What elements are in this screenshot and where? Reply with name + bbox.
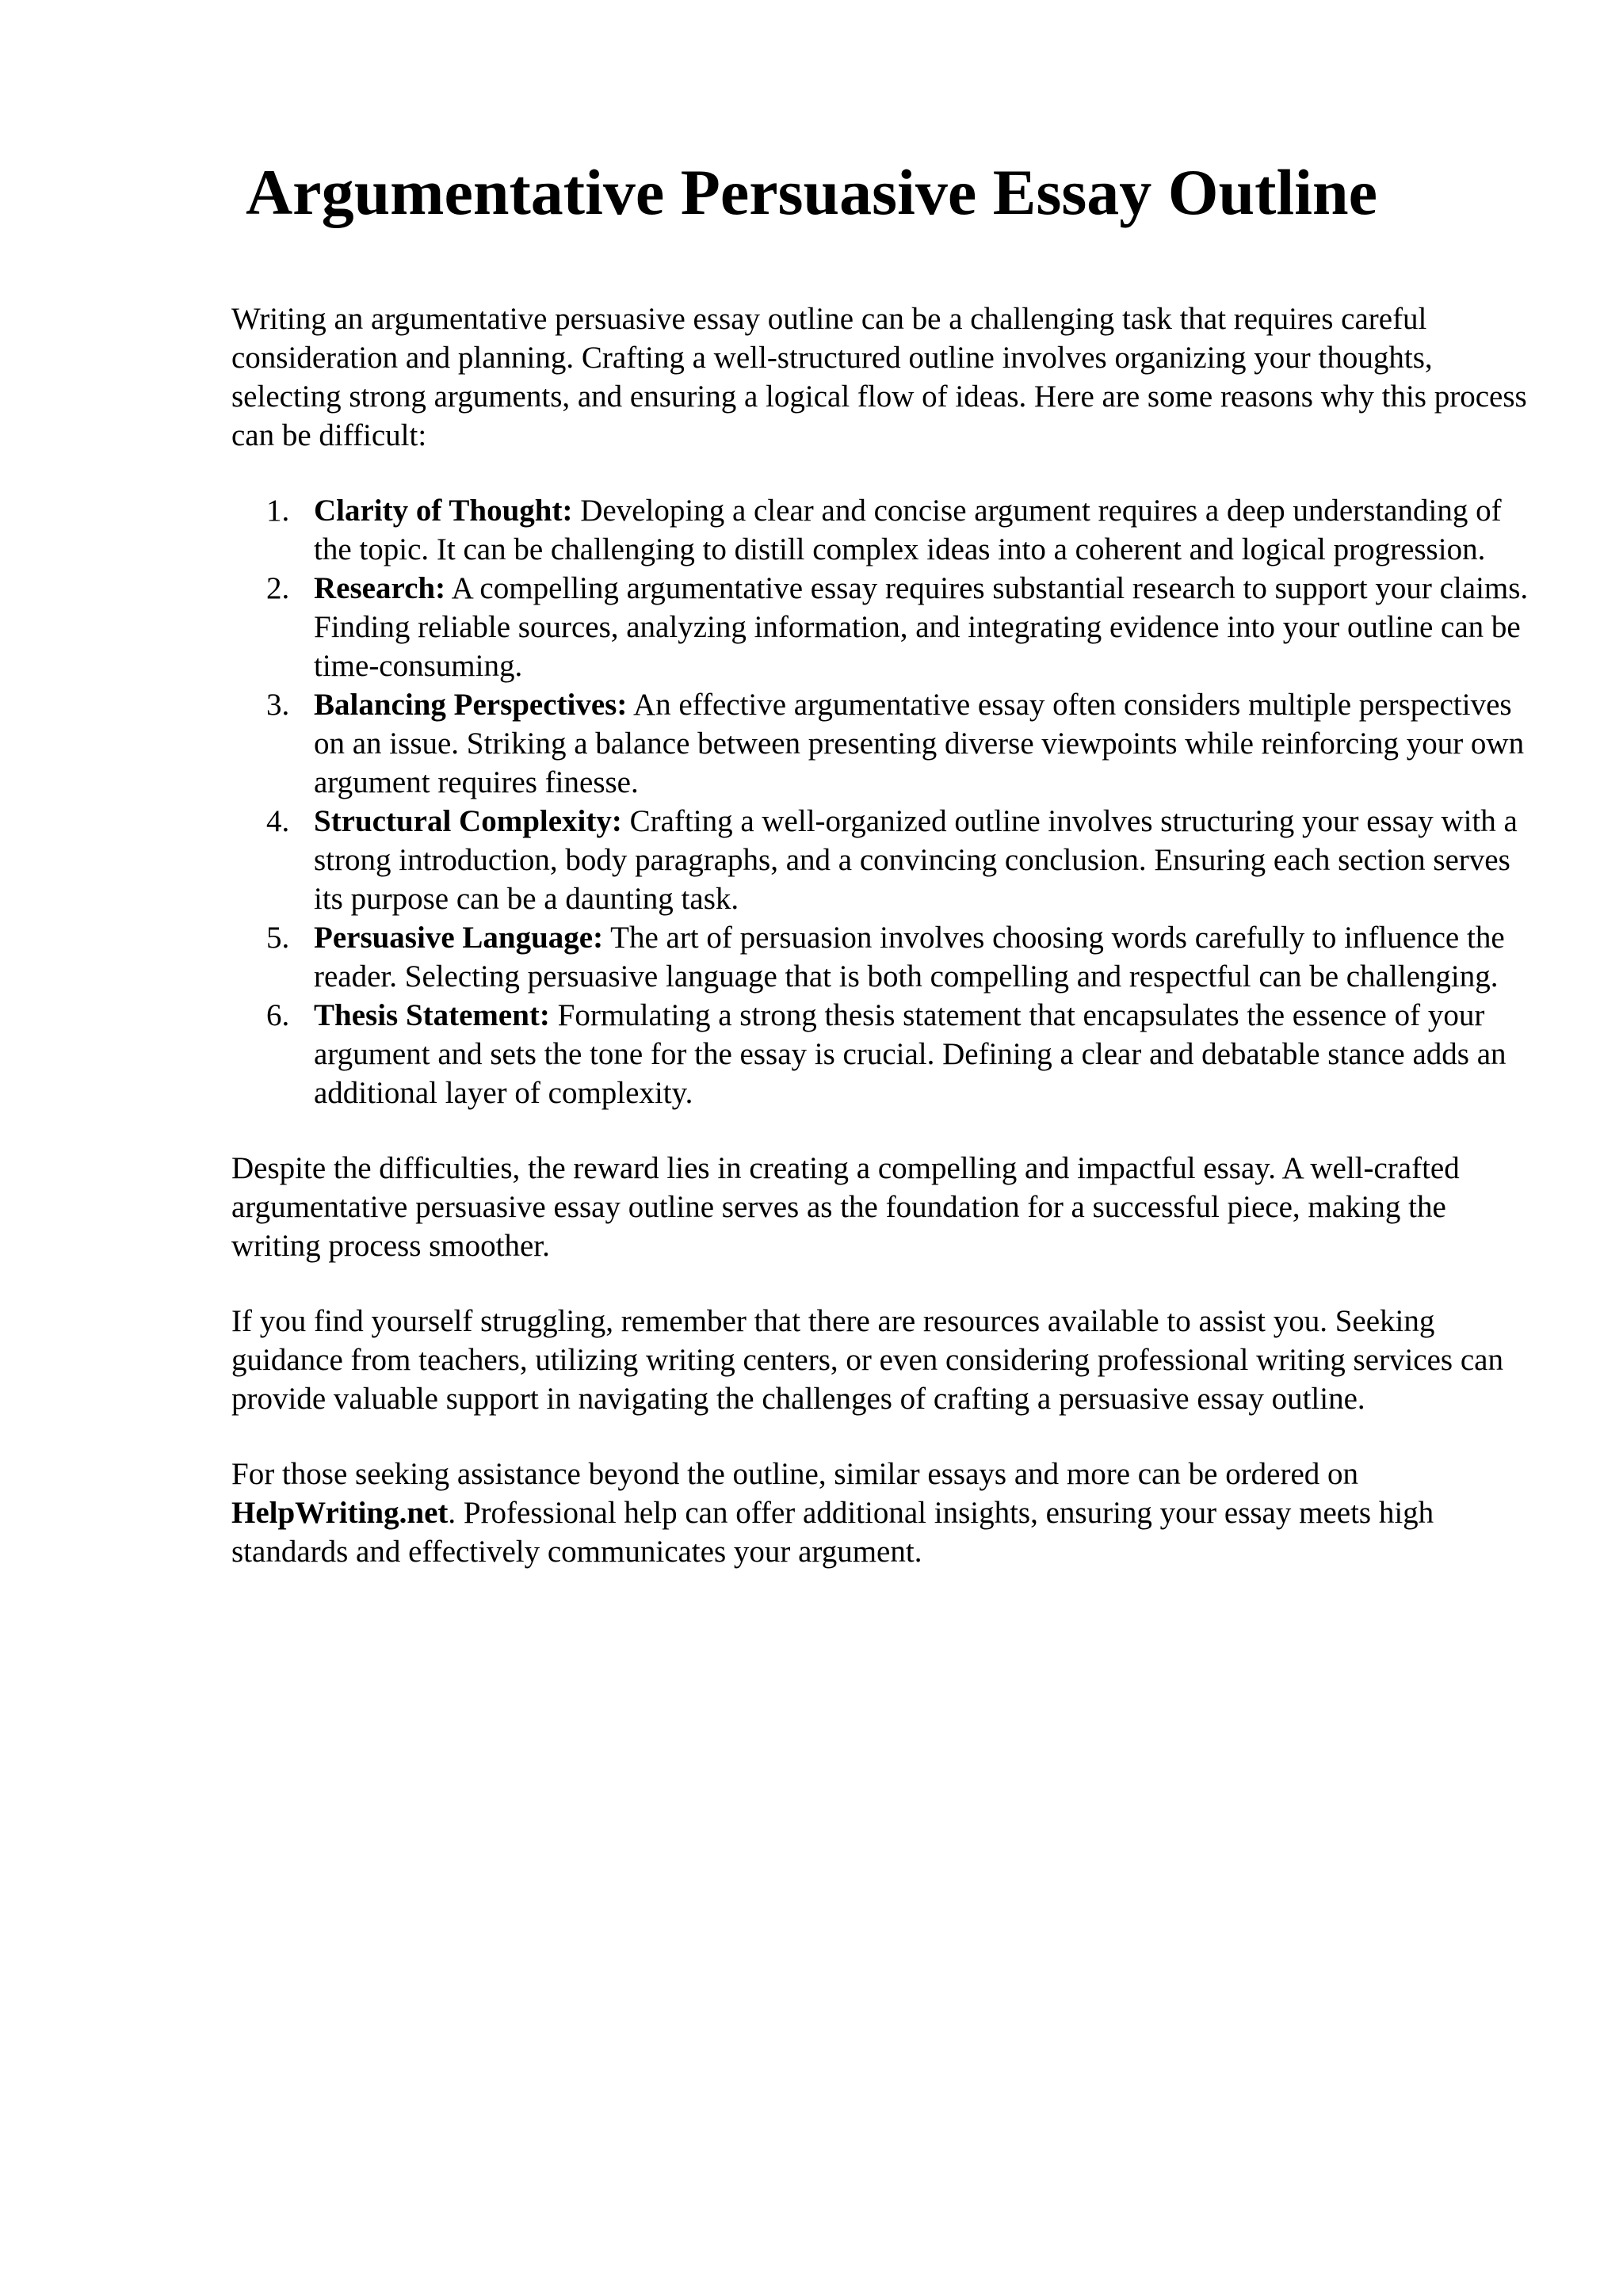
intro-paragraph: Writing an argumentative persuasive essay outline can be a challenging task that requires careful consideration and planning. Crafting a well-structured outline involves organizing your thoughts, selecting strong arguments, and ensuring a logical flow of ideas. Here are some reasons why this process can be difficult: [231, 302, 1527, 452]
list-item-term: Clarity of Thought: [314, 494, 573, 528]
list-item [231, 685, 1531, 802]
closing-text-before: For those seeking assistance beyond the outline, similar essays and more can be ordered on [231, 1457, 1359, 1491]
list-item-text: Crafting a well-organized outline involves structuring your essay with a strong introduction, body paragraphs, and a convincing conclusion. Ensuring each section serves its purpose can be a daunting task. [314, 804, 1518, 916]
brand-name: HelpWriting.net [231, 1496, 449, 1530]
list-item-term: Thesis Statement: [314, 998, 550, 1032]
list-item [231, 918, 1531, 996]
reward-paragraph: Despite the difficulties, the reward lies in creating a compelling and impactful essay. A well-crafted argumentative persuasive essay outline serves as the foundation for a successful piece, making the writing process smoother. [231, 1151, 1460, 1263]
document-body [231, 299, 1531, 1608]
list-item [231, 491, 1531, 569]
resources-paragraph: If you find yourself struggling, remember that there are resources available to assist you. Seeking guidance from teachers, utilizing writing centers, or even considering professional writing services can provide valuable support in navigating the challenges of crafting a persuasive essay outline. [231, 1304, 1503, 1416]
list-item-number: 4. [266, 804, 290, 838]
list-item-text: A compelling argumentative essay requires substantial research to support your claims. Finding reliable sources, analyzing information, and integrating evidence into your outline can be time-consuming. [314, 571, 1529, 683]
closing-paragraph [231, 1455, 1531, 1571]
reasons-list [231, 491, 1531, 1112]
list-item-text: Formulating a strong thesis statement that encapsulates the essence of your argument and sets the tone for the essay is crucial. Defining a clear and debatable stance adds an additional layer of complexity. [314, 998, 1507, 1110]
list-item-text: Developing a clear and concise argument requires a deep understanding of the topic. It can be challenging to distill complex ideas into a coherent and logical progression. [314, 494, 1502, 566]
list-item-term: Research: [314, 571, 446, 605]
list-item-text: An effective argumentative essay often considers multiple perspectives on an issue. Striking a balance between presenting diverse viewpoints while reinforcing your own argument requires finesse. [314, 688, 1525, 799]
list-item-number: 6. [266, 998, 290, 1032]
list-item-term: Persuasive Language: [314, 921, 604, 955]
list-item [231, 802, 1531, 918]
list-item [231, 569, 1531, 685]
list-item-number: 1. [266, 494, 290, 528]
list-item-number: 5. [266, 921, 290, 955]
list-item-number: 3. [266, 688, 290, 722]
closing-text-after: . Professional help can offer additional insights, ensuring your essay meets high standards and effectively communicates your argument. [231, 1496, 1434, 1569]
list-item-text: The art of persuasion involves choosing words carefully to influence the reader. Selecting persuasive language that is both compelling and respectful can be challenging. [314, 921, 1505, 994]
list-item-number: 2. [266, 571, 290, 605]
page-title: Argumentative Persuasive Essay Outline [245, 156, 1378, 228]
list-item [231, 996, 1531, 1112]
list-item-term: Balancing Perspectives: [314, 688, 628, 722]
list-item-term: Structural Complexity: [314, 804, 622, 838]
